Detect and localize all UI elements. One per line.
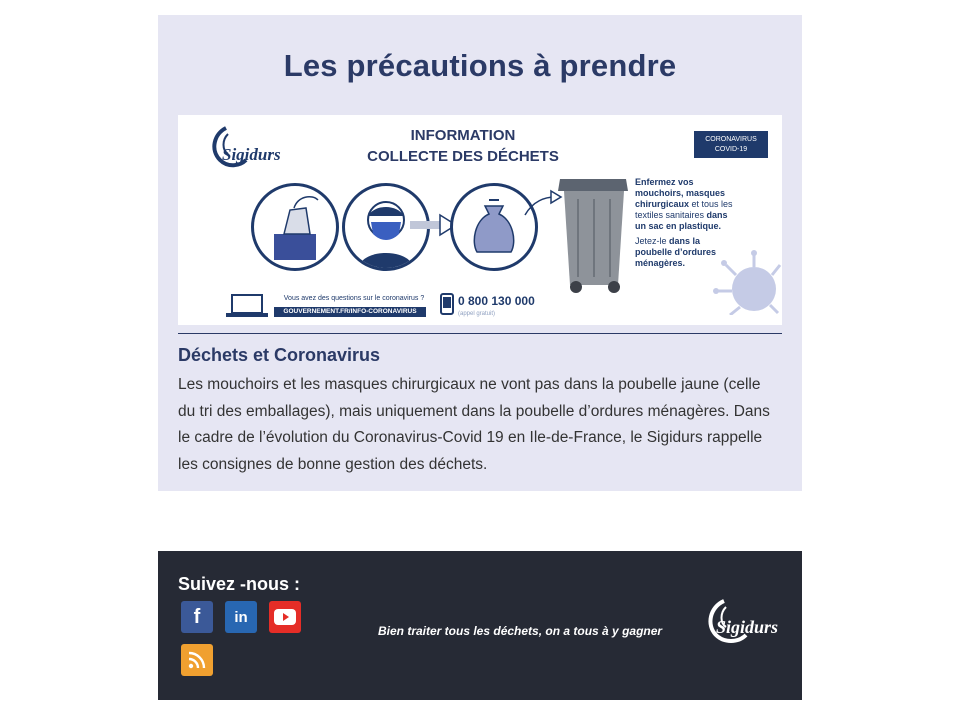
youtube-icon xyxy=(274,609,296,625)
footer-logo-text: Sigidurs xyxy=(716,617,779,637)
bin-instructions-1: Enfermez vos mouchoirs, masques chirurgicaux et tous les textiles sanitaires dans un sac en plastique. xyxy=(635,177,733,231)
covid-badge-line1: CORONAVIRUS xyxy=(705,136,757,143)
curved-arrow-icon xyxy=(523,187,563,217)
info-poster-image[interactable] xyxy=(178,115,782,325)
poster-heading-line2: COLLECTE DES DÉCHETS xyxy=(367,148,559,165)
covid-badge-line2: COVID-19 xyxy=(714,146,748,153)
footer xyxy=(158,551,802,700)
linkedin-icon: in xyxy=(234,608,248,626)
sigidurs-footer-logo[interactable] xyxy=(702,595,784,653)
sigidurs-logo xyxy=(206,120,286,180)
page-title: Les précautions à prendre xyxy=(283,48,677,83)
follow-us-label: Suivez -nous : xyxy=(178,574,301,594)
rss-button[interactable] xyxy=(181,644,213,676)
tissue-circle xyxy=(251,183,339,271)
facebook-icon: f xyxy=(193,605,201,628)
section-title: Déchets et Coronavirus xyxy=(178,345,381,365)
rss-icon xyxy=(188,651,206,669)
linkedin-button[interactable] xyxy=(225,601,257,633)
covid-badge xyxy=(694,131,768,158)
facebook-button[interactable] xyxy=(181,601,213,633)
bin-instructions-2: Jetez-le dans la poubelle d’ordures ménagères. xyxy=(635,236,717,268)
trash-bin-icon xyxy=(558,175,630,295)
article-card xyxy=(158,15,802,491)
youtube-button[interactable] xyxy=(269,601,301,633)
article-body: Les mouchoirs et les masques chirurgicaux ne vont pas dans la poubelle jaune (celle du tri des emballages), mais uniquement dans la poubelle d’ordures ménagères. Dans le cadre de l’évolution du Coronavirus-Covid 19 en Ile-de-France, le Sigidurs rappelle les consignes de bonne gestion des déchets. xyxy=(178,376,770,473)
divider xyxy=(178,333,782,334)
laptop-icon xyxy=(226,293,268,319)
gov-info-link[interactable]: GOUVERNEMENT.FR/INFO-CORONAVIRUS xyxy=(274,307,426,317)
question-text: Vous avez des questions sur le coronavirus ? xyxy=(283,295,425,302)
slogan: Bien traiter tous les déchets, on a tous à y gagner xyxy=(378,624,663,638)
tissue-icon xyxy=(254,186,336,268)
poster-heading xyxy=(348,125,578,167)
phone-number: 0 800 130 000 xyxy=(458,294,535,308)
sigidurs-logo-text: Sigidurs xyxy=(222,145,281,164)
virus-icon xyxy=(712,235,782,315)
phone-subtitle: (appel gratuit) xyxy=(458,311,496,317)
phone-icon xyxy=(440,293,454,315)
poster-heading-line1: INFORMATION xyxy=(410,127,516,144)
